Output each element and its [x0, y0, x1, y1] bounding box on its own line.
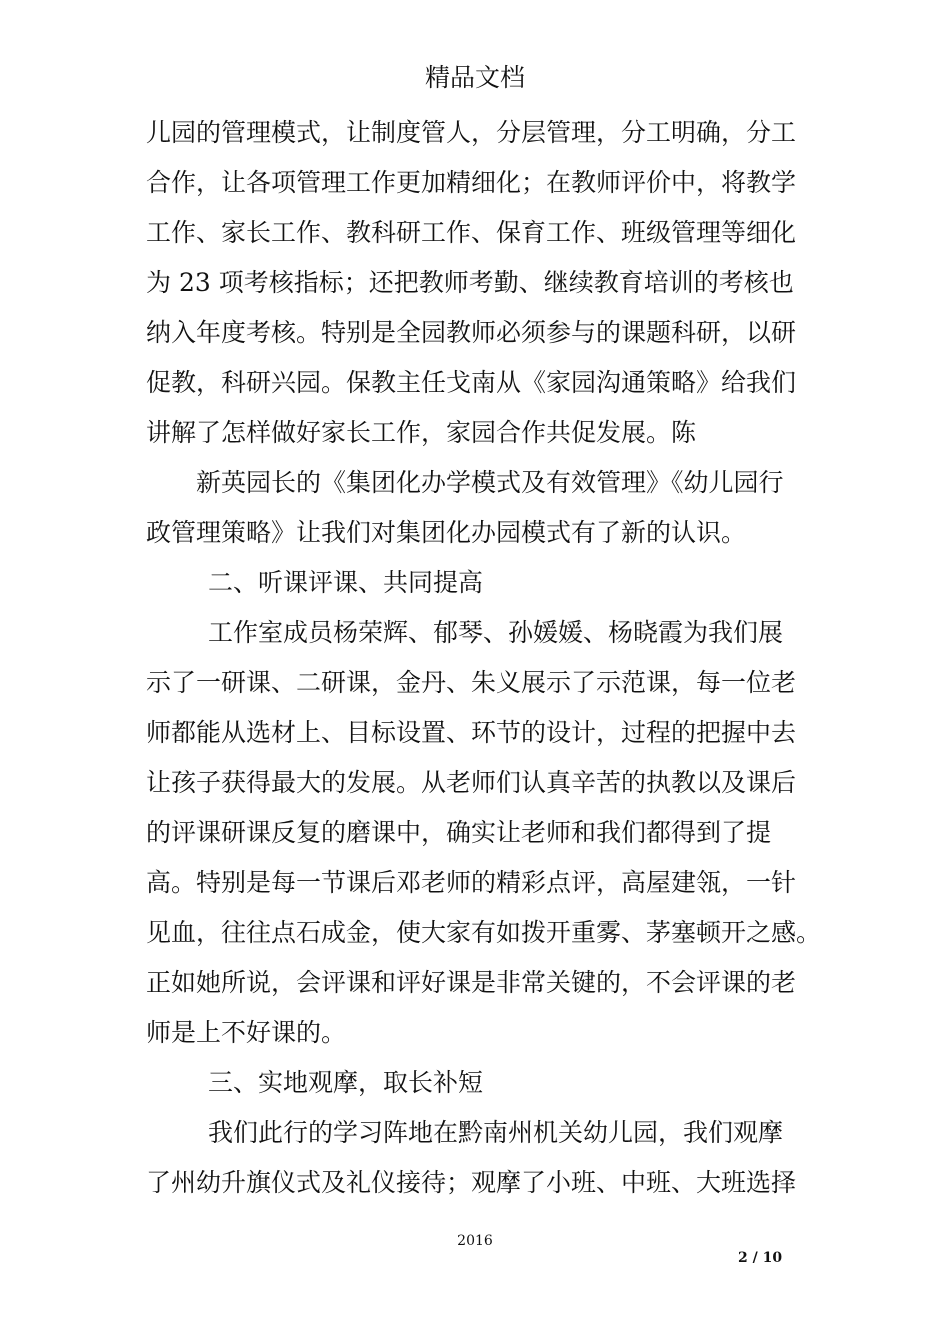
body-line-15: 的评课研课反复的磨课中，确实让老师和我们都得到了提 [146, 818, 772, 847]
body-line-12: 示了一研课、二研课，金丹、朱义展示了示范课，每一位老 [146, 668, 797, 697]
body-line-9: 政管理策略》让我们对集团化办园模式有了新的认识。 [146, 518, 747, 547]
page-number: 2 / 10 [738, 1250, 783, 1266]
body-line-14: 让孩子获得最大的发展。从老师们认真辛苦的执教以及课后 [146, 768, 797, 797]
body-line-3: 工作、家长工作、教科研工作、保育工作、班级管理等细化 [146, 218, 797, 247]
document-header-title: 精品文档 [424, 63, 525, 92]
body-line-7: 讲解了怎样做好家长工作，家园合作共促发展。陈 [146, 418, 697, 447]
body-line-16: 高。特别是每一节课后邓老师的精彩点评，高屋建瓴，一针 [146, 868, 797, 897]
body-line-21: 我们此行的学习阵地在黔南州机关幼儿园，我们观摩 [208, 1118, 784, 1147]
body-line-11: 工作室成员杨荣辉、郁琴、孙媛媛、杨晓霞为我们展 [208, 618, 784, 647]
body-line-5: 纳入年度考核。特别是全园教师必须参与的课题科研，以研 [146, 318, 797, 347]
body-line-19: 师是上不好课的。 [146, 1018, 347, 1047]
body-line-17: 见血，往往点石成金，使大家有如拨开重雾、茅塞顿开之感。 [146, 918, 822, 947]
body-line-1: 儿园的管理模式，让制度管人，分层管理，分工明确，分工 [146, 118, 797, 147]
body-line-4: 为 23 项考核指标；还把教师考勤、继续教育培训的考核也 [146, 268, 794, 297]
body-line-13: 师都能从选材上、目标设置、环节的设计，过程的把握中去 [146, 718, 797, 747]
body-line-2: 合作，让各项管理工作更加精细化；在教师评价中，将教学 [146, 168, 797, 197]
section-heading-2: 二、听课评课、共同提高 [208, 568, 484, 597]
body-line-6: 促教，科研兴园。保教主任戈南从《家园沟通策略》给我们 [146, 368, 797, 397]
footer-year: 2016 [457, 1233, 493, 1249]
body-line-22: 了州幼升旗仪式及礼仪接待；观摩了小班、中班、大班选择 [146, 1168, 797, 1197]
body-line-18: 正如她所说，会评课和评好课是非常关键的，不会评课的老 [146, 968, 797, 997]
section-heading-3: 三、实地观摩，取长补短 [208, 1068, 484, 1097]
body-line-8: 新英园长的《集团化办学模式及有效管理》《幼儿园行 [196, 468, 784, 497]
